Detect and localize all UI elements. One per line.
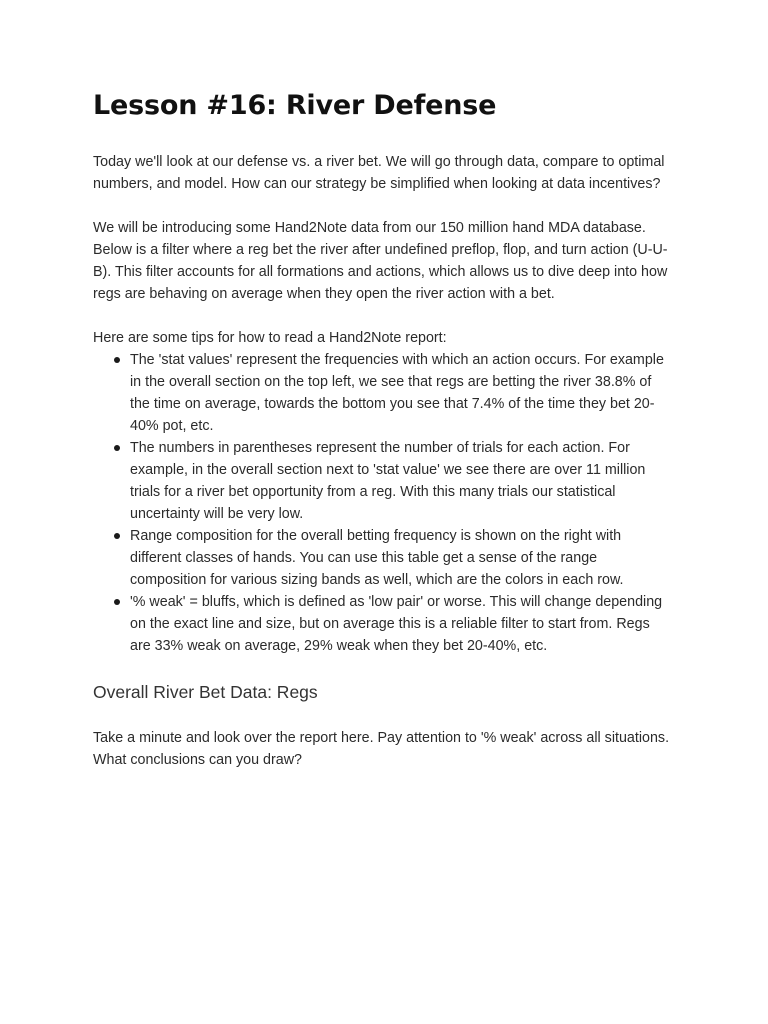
tips-heading: Here are some tips for how to read a Hand2Note report: — [93, 330, 447, 346]
lesson-page — [93, 86, 673, 771]
tip-text: The 'stat values' represent the frequencies with which an action occurs. For example in the overall section on the top left, we see that regs are betting the river 38.8% of the time on average, towards the bottom you see that 7.4% of the time they bet 20-40% pot, etc. — [130, 352, 664, 434]
tip-item — [130, 591, 673, 657]
bullet-icon — [114, 357, 120, 363]
tip-text: '% weak' = bluffs, which is defined as 'low pair' or worse. This will change depending on the exact line and size, but on average this is a reliable filter to start from. Regs are 33% weak on average, 29% weak when they bet 20-40%, etc. — [130, 594, 663, 654]
bullet-icon — [114, 533, 120, 539]
tips-list — [93, 349, 673, 657]
bullet-icon — [114, 445, 120, 451]
tip-text: The numbers in parentheses represent the number of trials for each action. For example, in the overall section next to 'stat value' we see there are over 11 million trials for a river bet opportunity from a reg. With this many trials our statistical uncertainty will be very low. — [130, 440, 646, 522]
tip-item — [130, 525, 673, 591]
tip-text: Range composition for the overall betting frequency is shown on the right with different classes of hands. You can use this table get a sense of the range composition for various sizing bands as well, which are the colors in each row. — [130, 528, 624, 588]
bullet-icon — [114, 599, 120, 605]
intro-paragraph: Today we'll look at our defense vs. a river bet. We will go through data, compare to optimal numbers, and model. How can our strategy be simplified when looking at data incentives? — [93, 154, 665, 192]
tip-item — [130, 437, 673, 525]
data-paragraph: We will be introducing some Hand2Note data from our 150 million hand MDA database. Below is a filter where a reg bet the river after undefined preflop, flop, and turn action (U-U-B). This filter accounts for all formations and actions, which allows us to dive deep into how regs are behaving on average when they open the river action with a bet. — [93, 220, 668, 302]
section-heading: Overall River Bet Data: Regs — [93, 682, 318, 702]
tip-item — [130, 349, 673, 437]
closing-paragraph: Take a minute and look over the report here. Pay attention to '% weak' across all situations. What conclusions can you draw? — [93, 730, 670, 768]
lesson-title: Lesson #16: River Defense — [93, 90, 497, 121]
